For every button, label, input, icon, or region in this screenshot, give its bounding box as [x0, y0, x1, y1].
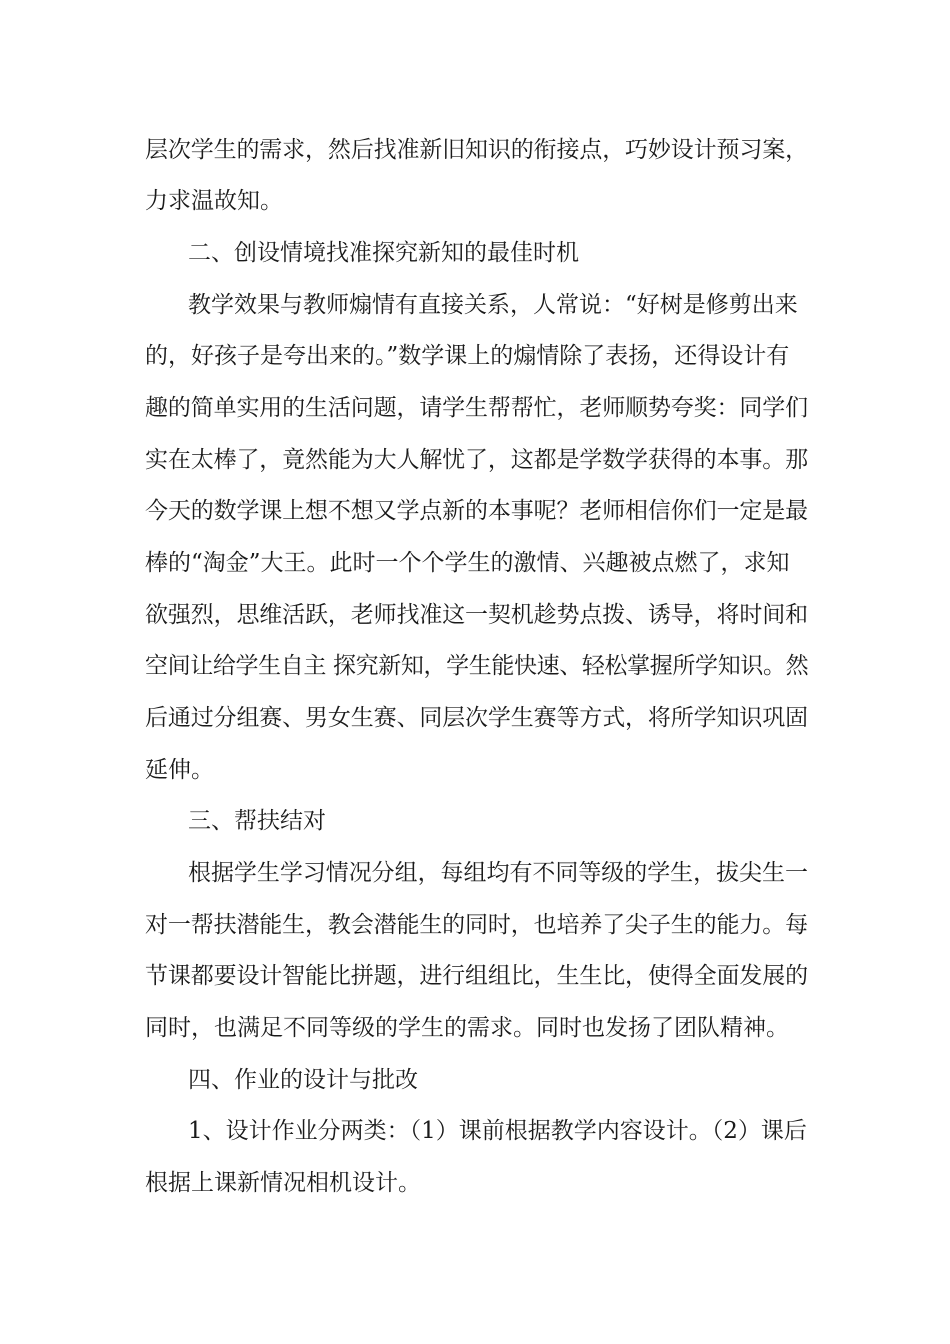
- paragraph-line: 空间让给学生自主 探究新知，学生能快速、轻松掌握所学知识。然: [145, 653, 809, 679]
- paragraph-line: 同时，也满足不同等级的学生的需求。同时也发扬了团队精神。: [145, 1015, 789, 1041]
- paragraph-line: 延伸。: [145, 757, 214, 783]
- paragraph-line: 对一帮扶潜能生，教会潜能生的同时，也培养了尖子生的能力。每: [145, 912, 808, 938]
- paragraph-line: 趣的简单实用的生活问题，请学生帮帮忙，老师顺势夸奖：同学们: [145, 395, 808, 421]
- paragraph-line: 根据上课新情况相机设计。: [145, 1170, 421, 1196]
- paragraph-line: 实在太棒了，竟然能为大人解忧了，这都是学数学获得的本事。那: [145, 447, 808, 473]
- paragraph-line: 1、设计作业分两类：（1）课前根据教学内容设计。（2）课后: [188, 1118, 807, 1144]
- paragraph-line: 今天的数学课上想不想又学点新的本事呢？老师相信你们一定是最: [145, 498, 808, 524]
- paragraph-line: 后通过分组赛、男女生赛、同层次学生赛等方式，将所学知识巩固: [145, 705, 808, 731]
- paragraph-line: 棒的“淘金”大王。此时一个个学生的激情、兴趣被点燃了，求知: [145, 550, 790, 576]
- paragraph-line: 的，好孩子是夸出来的。”数学课上的煽情除了表扬，还得设计有: [145, 343, 790, 369]
- paragraph-line: 力求温故知。: [145, 188, 283, 214]
- section-heading: 四、作业的设计与批改: [188, 1067, 418, 1093]
- section-heading: 三、帮扶结对: [188, 808, 326, 834]
- section-heading: 二、创设情境找准探究新知的最佳时机: [188, 240, 579, 266]
- paragraph-line: 欲强烈，思维活跃，老师找准这一契机趁势点拨、诱导，将时间和: [145, 602, 808, 628]
- paragraph-line: 教学效果与教师煽情有直接关系，人常说：“好树是修剪出来: [188, 292, 798, 318]
- paragraph-line: 层次学生的需求，然后找准新旧知识的衔接点，巧妙设计预习案，: [145, 137, 808, 163]
- paragraph-line: 节课都要设计智能比拼题，进行组组比，生生比，使得全面发展的: [145, 963, 808, 989]
- paragraph-line: 根据学生学习情况分组，每组均有不同等级的学生，拔尖生一: [188, 860, 808, 886]
